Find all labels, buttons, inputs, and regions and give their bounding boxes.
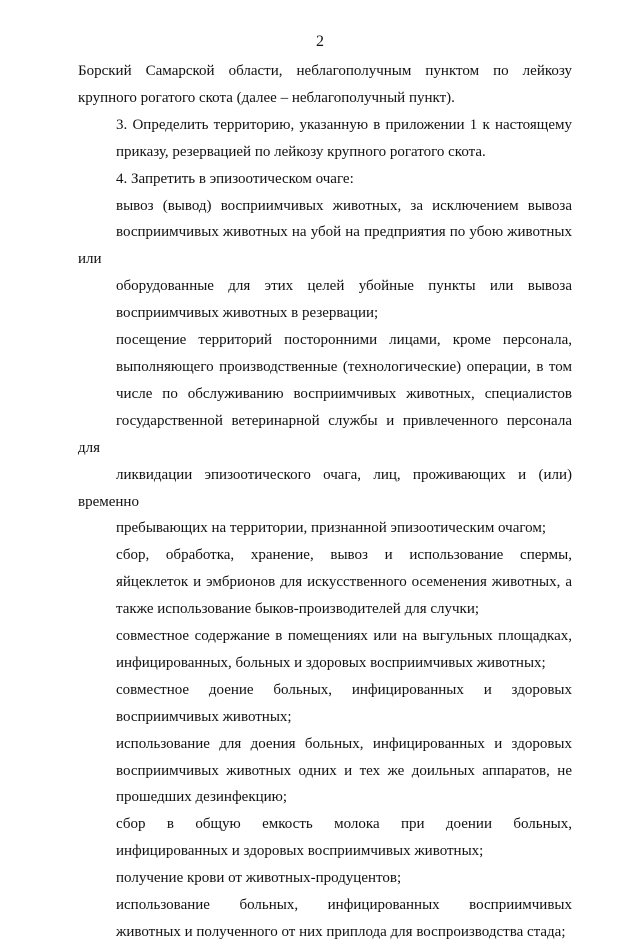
paragraph-line: совместное содержание в помещениях или на выгульных площадках, (116, 628, 572, 645)
paragraph-line: восприимчивых животных одних и тех же доильных аппаратов, не (116, 762, 572, 779)
paragraph-line: пребывающих на территории, признанной эпизоотическим очагом; (116, 520, 547, 537)
page-number: 2 (316, 33, 324, 50)
paragraph-line: восприимчивых животных на убой на предприятия по убою животных или (78, 224, 572, 268)
paragraph (78, 623, 572, 677)
paragraph (78, 112, 572, 166)
paragraph (78, 542, 572, 623)
paragraph-line: 4. Запретить в эпизоотическом очаге: (116, 170, 354, 187)
paragraph (78, 193, 572, 328)
paragraph (78, 892, 572, 946)
paragraph-line: использование больных, инфицированных восприимчивых (116, 897, 572, 914)
paragraph-line: государственной ветеринарной службы и привлеченного персонала для (78, 412, 572, 456)
paragraph (78, 865, 572, 892)
paragraph-line: инфицированных и здоровых восприимчивых животных; (116, 843, 484, 860)
paragraph-line: Борский Самарской области, неблагополучным пунктом по лейкозу (78, 63, 572, 79)
paragraph-line: восприимчивых животных в резервации; (116, 305, 379, 322)
paragraph (78, 166, 572, 193)
paragraph-line: сбор, обработка, хранение, вывоз и использование спермы, (116, 547, 572, 564)
paragraph-line: выполняющего производственные (технологические) операции, в том (116, 358, 572, 375)
paragraph-line: животных и полученного от них приплода для воспроизводства стада; (116, 924, 566, 940)
paragraph-line: инфицированных, больных и здоровых восприимчивых животных; (116, 654, 546, 671)
paragraph (78, 731, 572, 812)
paragraph-line: приказу, резервацией по лейкозу крупного рогатого скота. (116, 143, 486, 160)
paragraph-line: сбор в общую емкость молока при доении больных, (116, 816, 572, 833)
document-body (78, 58, 572, 946)
paragraph (78, 58, 572, 112)
paragraph-line: ликвидации эпизоотического очага, лиц, проживающих и (или) временно (78, 466, 572, 510)
paragraph-line: также использование быков-производителей для случки; (116, 601, 480, 618)
paragraph (78, 811, 572, 865)
paragraph-line: 3. Определить территорию, указанную в приложении 1 к настоящему (116, 116, 572, 133)
paragraph (78, 327, 572, 542)
paragraph-line: посещение территорий посторонними лицами, кроме персонала, (116, 332, 572, 349)
paragraph-line: яйцеклеток и эмбрионов для искусственного осеменения животных, а (116, 574, 572, 591)
paragraph-line: восприимчивых животных; (116, 708, 292, 725)
paragraph-line: использование для доения больных, инфицированных и здоровых (116, 735, 572, 752)
paragraph-line: крупного рогатого скота (далее – неблагополучный пункт). (78, 89, 455, 106)
paragraph-line: числе по обслуживанию восприимчивых животных, специалистов (116, 385, 572, 402)
paragraph-line: совместное доение больных, инфицированных и здоровых (116, 681, 572, 698)
paragraph-line: вывоз (вывод) восприимчивых животных, за исключением вывоза (116, 197, 572, 214)
paragraph-line: получение крови от животных-продуцентов; (116, 870, 402, 887)
paragraph (78, 677, 572, 731)
paragraph-line: оборудованные для этих целей убойные пункты или вывоза (116, 278, 572, 295)
paragraph-line: прошедших дезинфекцию; (116, 789, 288, 806)
